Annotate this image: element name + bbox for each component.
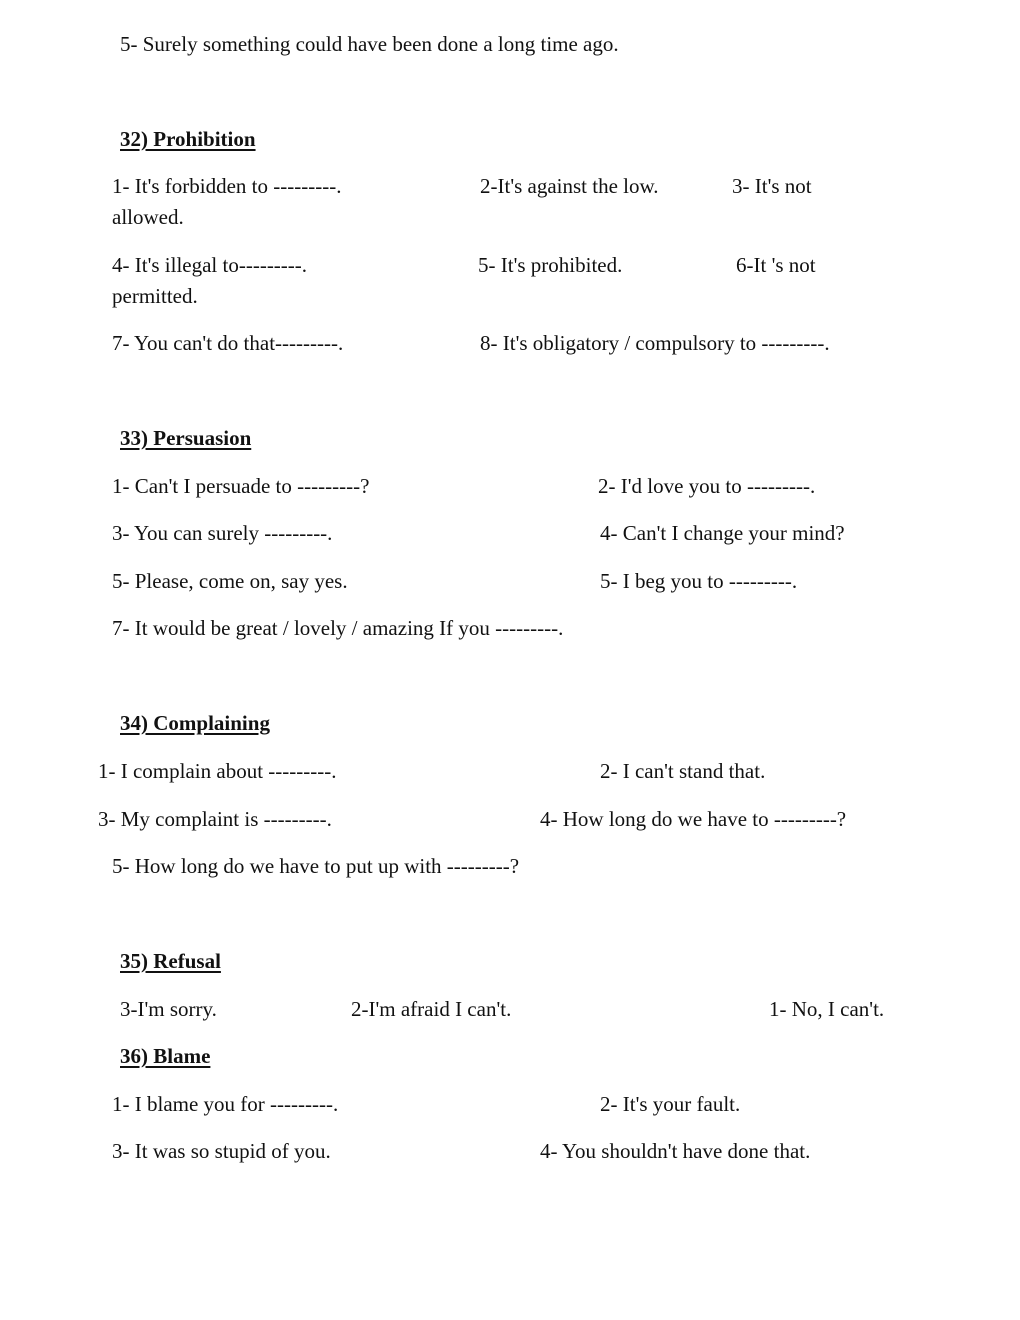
prohibition-item-2: 2-It's against the low. [480,174,659,198]
intro-line: 5- Surely something could have been done a long time ago. [120,32,619,56]
blame-item-2: 2- It's your fault. [600,1092,741,1116]
persuasion-item-7: 7- It would be great / lovely / amazing If you ---------. [112,616,564,640]
complaining-item-3: 3- My complaint is ---------. [98,807,332,831]
prohibition-item-3-cont: allowed. [112,205,184,229]
prohibition-item-8: 8- It's obligatory / compulsory to ---------. [480,331,830,355]
complaining-item-4: 4- How long do we have to ---------? [540,807,847,831]
prohibition-item-7: 7- You can't do that---------. [112,331,344,355]
section-heading-prohibition: 32) Prohibition [120,127,256,151]
prohibition-item-1: 1- It's forbidden to ---------. [112,174,342,198]
refusal-item-1: 1- No, I can't. [769,997,885,1021]
refusal-item-3: 3-I'm sorry. [120,997,217,1021]
prohibition-item-6: 6-It 's not [736,253,816,277]
persuasion-item-1: 1- Can't I persuade to ---------? [112,474,370,498]
persuasion-item-2: 2- I'd love you to ---------. [598,474,816,498]
complaining-item-2: 2- I can't stand that. [600,759,766,783]
section-heading-complaining: 34) Complaining [120,711,270,735]
blame-item-4: 4- You shouldn't have done that. [540,1139,811,1163]
persuasion-item-3: 3- You can surely ---------. [112,521,333,545]
blame-item-3: 3- It was so stupid of you. [112,1139,331,1163]
prohibition-item-3: 3- It's not [732,174,812,198]
section-heading-blame: 36) Blame [120,1044,211,1068]
blame-item-1: 1- I blame you for ---------. [112,1092,339,1116]
section-heading-refusal: 35) Refusal [120,949,221,973]
persuasion-item-4: 4- Can't I change your mind? [600,521,845,545]
refusal-item-2: 2-I'm afraid I can't. [351,997,512,1021]
prohibition-item-4: 4- It's illegal to---------. [112,253,308,277]
prohibition-item-6-cont: permitted. [112,284,198,308]
complaining-item-1: 1- I complain about ---------. [98,759,337,783]
persuasion-item-6: 5- I beg you to ---------. [600,569,798,593]
complaining-item-5: 5- How long do we have to put up with ---------? [112,854,520,878]
prohibition-item-5: 5- It's prohibited. [478,253,623,277]
section-heading-persuasion: 33) Persuasion [120,426,252,450]
persuasion-item-5: 5- Please, come on, say yes. [112,569,348,593]
